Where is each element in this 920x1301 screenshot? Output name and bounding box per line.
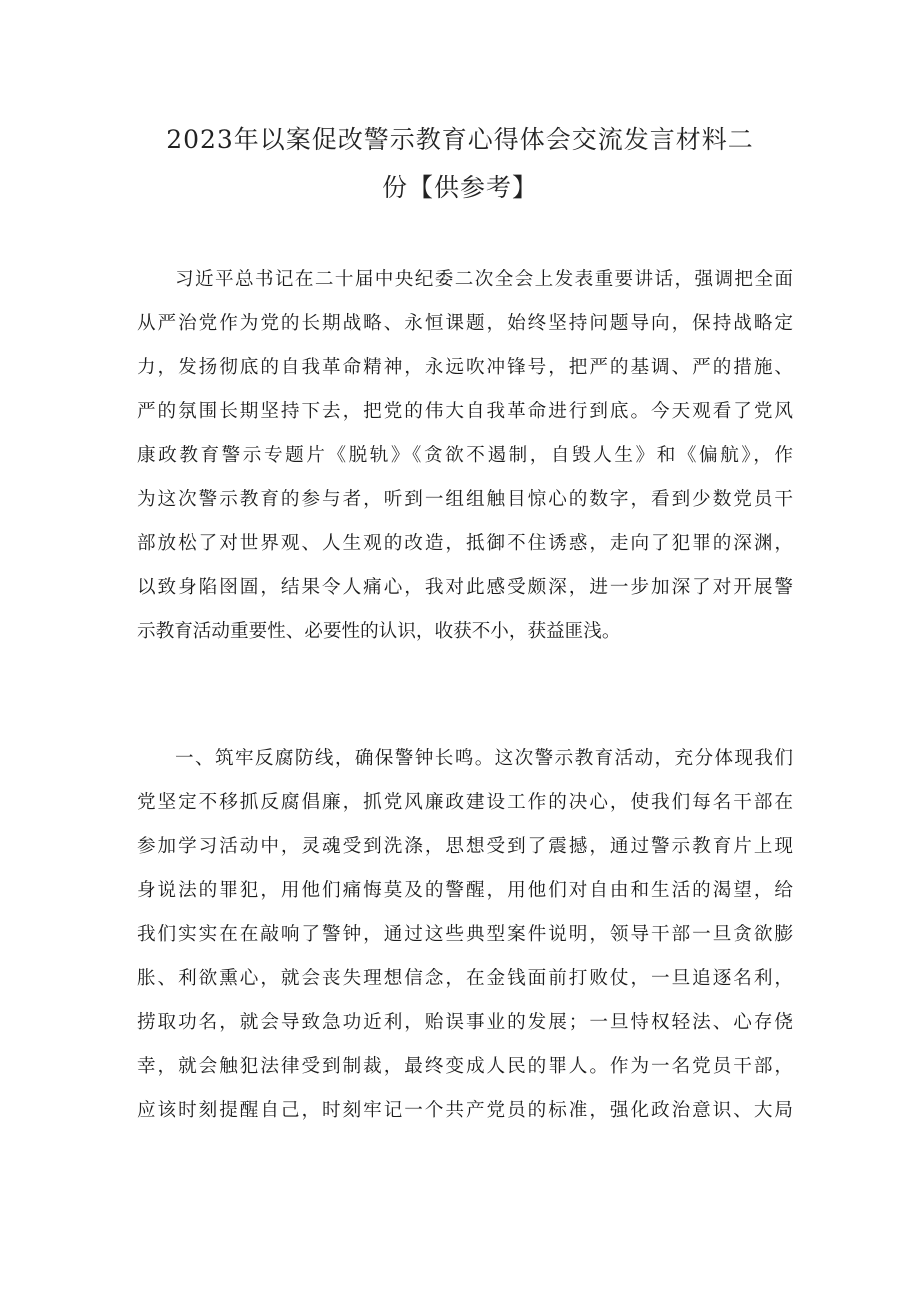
paragraph-line: 身说法的罪犯，用他们痛悔莫及的警醒，用他们对自由和生活的渴望，给 xyxy=(137,880,793,901)
paragraph-line: 习近平总书记在二十届中央纪委二次全会上发表重要讲话，强调把全面 xyxy=(175,269,793,290)
paragraph-line: 力，发扬彻底的自我革命精神，永远吹冲锋号，把严的基调、严的措施、 xyxy=(137,357,793,378)
document-title-line-1: 2023年以案促改警示教育心得体会交流发言材料二 xyxy=(166,125,754,154)
paragraph-line: 应该时刻提醒自己，时刻牢记一个共产党员的标准，强化政治意识、大局 xyxy=(137,1100,793,1121)
paragraph-line: 康政教育警示专题片《脱轨》《贪欲不遏制，自毁人生》和《偏航》，作 xyxy=(137,445,793,466)
paragraph-line: 胀、利欲熏心，就会丧失理想信念，在金钱面前打败仗，一旦追逐名利， xyxy=(137,968,793,989)
paragraph-line: 党坚定不移抓反腐倡廉，抓党风廉政建设工作的决心，使我们每名干部在 xyxy=(137,792,793,813)
paragraph-line: 以致身陷囹圄，结果令人痛心，我对此感受颇深，进一步加深了对开展警 xyxy=(137,577,793,598)
document-title-line-2: 份【供参考】 xyxy=(381,173,538,202)
paragraph-line: 参加学习活动中，灵魂受到洗涤，思想受到了震撼，通过警示教育片上现 xyxy=(137,836,793,857)
paragraph-line: 一、筑牢反腐防线，确保警钟长鸣。这次警示教育活动，充分体现我们 xyxy=(175,748,793,769)
paragraph-line: 幸，就会触犯法律受到制裁，最终变成人民的罪人。作为一名党员干部， xyxy=(137,1056,793,1077)
paragraph-line: 从严治党作为党的长期战略、永恒课题，始终坚持问题导向，保持战略定 xyxy=(137,313,793,334)
paragraph-line: 为这次警示教育的参与者，听到一组组触目惊心的数字，看到少数党员干 xyxy=(137,489,793,510)
paragraph-line: 严的氛围长期坚持下去，把党的伟大自我革命进行到底。今天观看了党风 xyxy=(137,401,793,422)
paragraph-line: 捞取功名，就会导致急功近利，贻误事业的发展；一旦恃权轻法、心存侥 xyxy=(137,1012,793,1033)
paragraph-line: 我们实实在在敲响了警钟，通过这些典型案件说明，领导干部一旦贪欲膨 xyxy=(137,924,793,945)
paragraph-section-one xyxy=(137,737,793,1133)
paragraph-intro xyxy=(137,258,793,654)
paragraph-line: 示教育活动重要性、必要性的认识，收获不小，获益匪浅。 xyxy=(137,621,621,642)
paragraph-line: 部放松了对世界观、人生观的改造，抵御不住诱惑，走向了犯罪的深渊， xyxy=(137,533,793,554)
